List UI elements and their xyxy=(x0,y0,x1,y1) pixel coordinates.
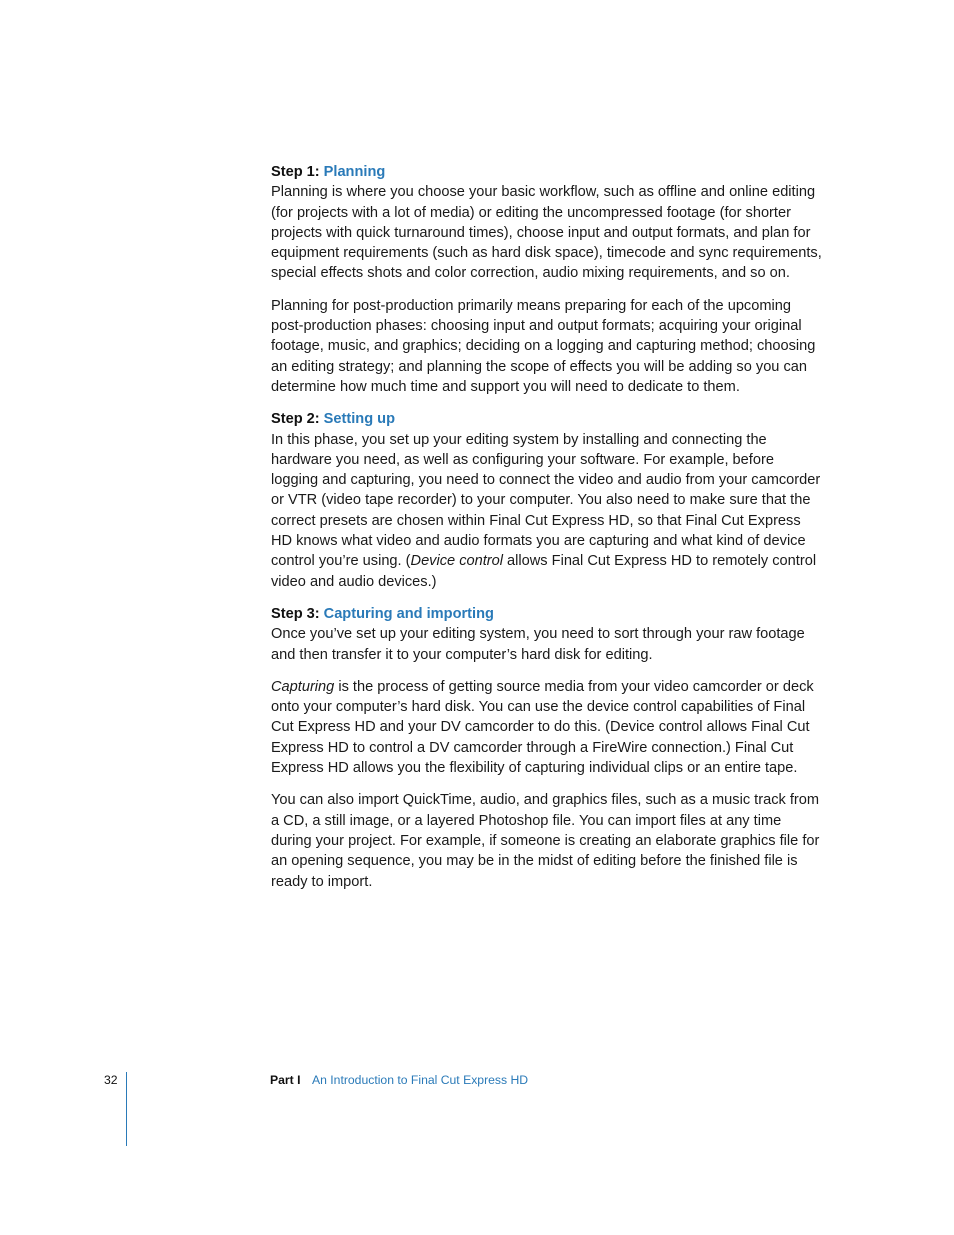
step-1-paragraph-1: Planning is where you choose your basic workflow, such as offline and online editing (for projects with a lot of media) or editing the uncompressed footage (for shorter projects with quick turnaround times), choose input and output formats, and plan for equipment requirements (such as hard disk space), timecode and sync requirements, special effects shots and color correction, audio mixing requirements, and so on. xyxy=(271,184,822,282)
step-1-label: Step 1: xyxy=(271,164,320,180)
page-number: 32 xyxy=(104,1073,118,1087)
step-3-title: Capturing and importing xyxy=(323,605,494,622)
footer-part-label: Part I xyxy=(270,1073,301,1087)
step-2-label: Step 2: xyxy=(271,411,320,428)
step-1-paragraph-2: Planning for post-production primarily means preparing for each of the upcoming post-production phases: choosing input and output formats; acquiring your original footage, music, and graphics; deciding on a logging and capturing method; choosing an editing strategy; and planning the scope of effects you will be adding so you can determine how much time and support you will need to dedicate to them. xyxy=(271,297,816,395)
step-3-label: Step 3: xyxy=(271,605,320,622)
step-2-title: Setting up xyxy=(323,411,395,428)
step-2-paragraph-1-emphasis: Device control xyxy=(410,553,503,570)
step-3-paragraph-2-emphasis: Capturing xyxy=(271,678,335,695)
document-body xyxy=(271,162,823,904)
step-1-section xyxy=(271,162,823,397)
step-3-paragraph-2-text: is the process of getting source media from your video camcorder or deck onto your computer’s hard disk. You can use the device control capabilities of Final Cut Express HD and your DV camcorder to do this. (Device control allows Final Cut Express HD to control a DV camcorder through a FireWire connection.) Final Cut Express HD allows you the flexibility of capturing individual clips or an entire tape. xyxy=(271,678,814,777)
step-2-paragraph-1-text-b: allows Final Cut Express HD to remotely control video and audio devices.) xyxy=(271,553,817,590)
footer-part-title: An Introduction to Final Cut Express HD xyxy=(312,1073,529,1087)
step-3-paragraph-2 xyxy=(271,677,823,778)
step-2-paragraph-1-text-a: In this phase, you set up your editing system by installing and connecting the hardware you need, as well as configuring your software. For example, before logging and capturing, you need to connect the video and audio from your camcorder or VTR (video tape recorder) to your computer. You also need to make sure that the correct presets are chosen within Final Cut Express HD, so that Final Cut Express HD knows what video and audio formats you are capturing and what kind of device control you’re using. ( xyxy=(271,431,821,570)
step-3-section xyxy=(271,604,823,892)
footer-divider xyxy=(126,1072,127,1146)
step-1-title: Planning xyxy=(323,164,386,180)
step-2-section xyxy=(271,409,823,592)
step-3-heading xyxy=(271,604,823,624)
step-1-heading xyxy=(271,162,823,182)
step-2-paragraph-1 xyxy=(271,430,823,592)
step-3-paragraph-1: Once you’ve set up your editing system, you need to sort through your raw footage and then transfer it to your computer’s hard disk for editing. xyxy=(271,626,805,663)
step-3-paragraph-3: You can also import QuickTime, audio, and graphics files, such as a music track from a CD, a still image, or a layered Photoshop file. You can import files at any time during your project. For example, if someone is creating an elaborate graphics file for an opening sequence, you may be in the midst of editing before the finished file is ready to import. xyxy=(271,792,820,890)
step-2-heading xyxy=(271,409,823,429)
